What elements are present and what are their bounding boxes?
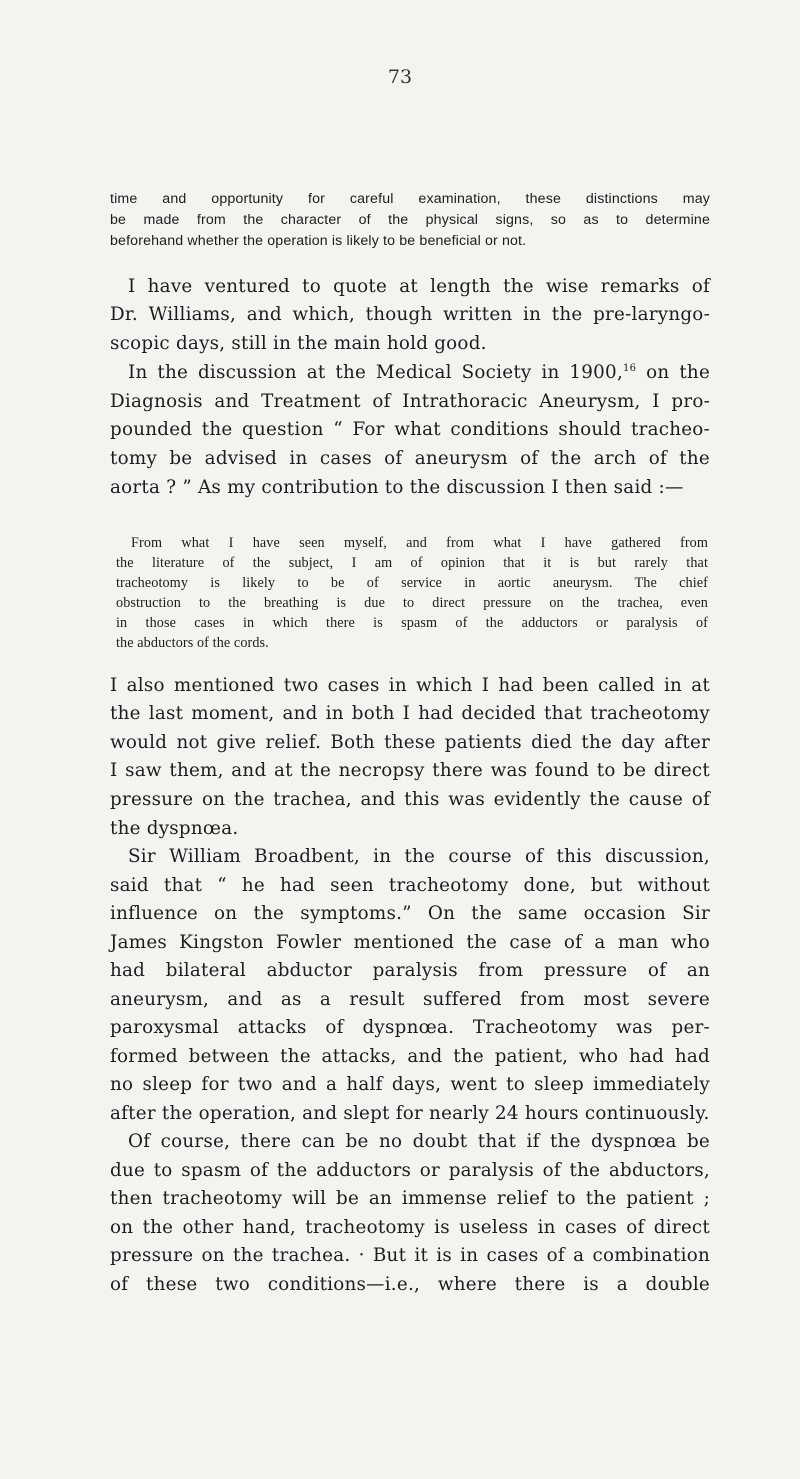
quote-line: From what I have seen myself, and from what I have gathered from [131,535,708,551]
paragraph-line: I also mentioned two cases in which I had been called in at [110,675,710,696]
paragraph-line: of these two conditions—i.e., where there is a double [110,1274,710,1295]
paragraph-line [128,362,710,383]
paragraph-line: formed between the attacks, and the patient, who had had [110,1046,710,1067]
quote-line: obstruction to the breathing is due to direct pressure on the trachea, even [116,595,708,611]
paragraph-line: said that “ he had seen tracheotomy done, but without [110,875,710,896]
paragraph-line: aneurysm, and as a result suffered from most severe [110,989,710,1010]
paragraph-text: on the [636,362,711,383]
reference-superscript: 16 [623,363,637,374]
intro-line: time and opportunity for careful examination, these distinctions may [110,191,710,207]
paragraph-line: no sleep for two and a half days, went to sleep immediately [110,1074,710,1095]
paragraph-line: the last moment, and in both I had decided that tracheotomy [110,703,710,724]
paragraph-line: Diagnosis and Treatment of Intrathoracic Aneurysm, I pro- [110,391,710,412]
paragraph-line: pressure on the trachea. · But it is in cases of a combination [110,1245,710,1266]
paragraph-line: then tracheotomy will be an immense relief to the patient ; [110,1188,710,1209]
paragraph-line: Sir William Broadbent, in the course of this discussion, [128,846,710,867]
page-number: 73 [387,66,413,88]
paragraph-line: James Kingston Fowler mentioned the case of a man who [110,932,710,953]
paragraph-line: Of course, there can be no doubt that if the dyspnœa be [128,1131,710,1152]
paragraph-line: pounded the question “ For what conditions should tracheo- [110,419,710,440]
quote-line: tracheotomy is likely to be of service in aortic aneurysm. The chief [116,575,708,591]
paragraph-line: would not give relief. Both these patients died the day after [110,732,710,753]
quote-line: the abductors of the cords. [116,635,269,651]
paragraph-line: due to spasm of the adductors or paralysis of the abductors, [110,1160,710,1181]
intro-line: be made from the character of the physical signs, so as to determine [110,212,710,228]
paragraph-line: I have ventured to quote at length the wise remarks of [128,276,710,297]
paragraph-line: scopic days, still in the main hold good. [110,333,487,354]
paragraph-line: had bilateral abductor paralysis from pressure of an [110,960,710,981]
paragraph-line: pressure on the trachea, and this was evidently the cause of [110,789,710,810]
intro-line: beforehand whether the operation is likely to be beneficial or not. [110,233,527,249]
paragraph-line: the dyspnœa. [110,818,239,839]
paragraph-text: In the discussion at the Medical Society in 1900, [128,362,624,383]
quote-line: the literature of the subject, I am of opinion that it is but rarely that [116,555,708,571]
paragraph-line: after the operation, and slept for nearly 24 hours continuously. [110,1103,710,1124]
paragraph-line: aorta ? ” As my contribution to the discussion I then said :— [110,477,684,498]
quote-line: in those cases in which there is spasm of the adductors or paralysis of [116,615,708,631]
paragraph-line: influence on the symptoms.” On the same occasion Sir [110,903,710,924]
paragraph-line: Dr. Williams, and which, though written in the pre-laryngo- [110,304,710,325]
paragraph-line: tomy be advised in cases of aneurysm of the arch of the [110,448,710,469]
paragraph-line: I saw them, and at the necropsy there was found to be direct [110,760,710,781]
paragraph-line: paroxysmal attacks of dyspnœa. Tracheotomy was per- [110,1017,710,1038]
paragraph-line: on the other hand, tracheotomy is useless in cases of direct [110,1217,710,1238]
